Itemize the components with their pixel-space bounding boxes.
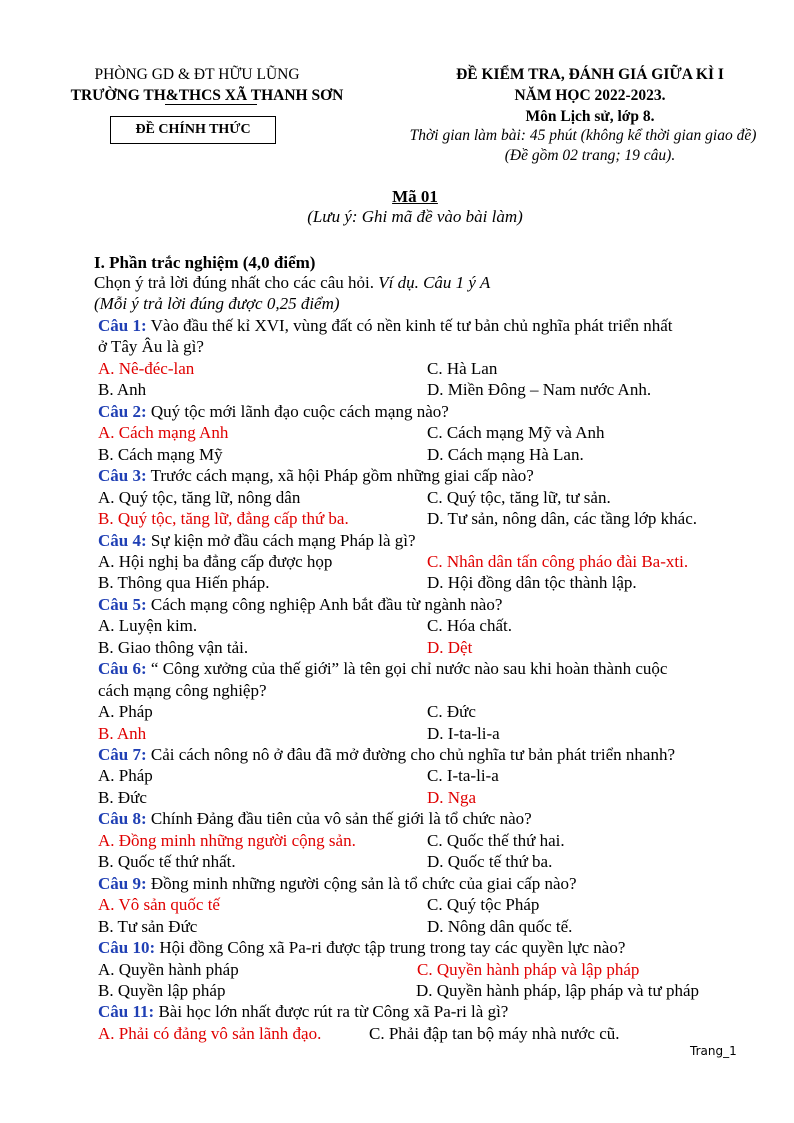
option-d: D. I-ta-li-a xyxy=(427,723,500,743)
subject: Môn Lịch sử, lớp 8. xyxy=(525,108,655,125)
question-text: Cách mạng công nghiệp Anh bắt đầu từ ngành nào? xyxy=(146,594,503,614)
option-b: B. Cách mạng Mỹ xyxy=(98,444,223,464)
option-a: A. Cách mạng Anh xyxy=(98,423,229,443)
question-label: Câu 2: xyxy=(98,401,147,421)
official-label: ĐỀ CHÍNH THỨC xyxy=(110,116,276,144)
option-d: D. Nông dân quốc tế. xyxy=(427,916,573,936)
question-label: Câu 7: xyxy=(98,745,147,764)
option-c: C. Quyền hành pháp và lập pháp xyxy=(417,959,640,979)
question-text: Bài học lớn nhất được rút ra từ Công xã Pa-ri là gì? xyxy=(154,1002,509,1022)
section-instruction xyxy=(94,272,490,294)
option-b: B. Anh xyxy=(98,723,147,743)
question-5 xyxy=(98,594,748,616)
option-a: A. Quyền hành pháp xyxy=(98,959,239,979)
option-a: A. Quý tộc, tăng lữ, nông dân xyxy=(98,487,301,507)
option-a: A. Pháp xyxy=(98,702,153,722)
question-text: “ Công xưởng của thế giới” là tên gọi chỉ nước nào sau khi hoàn thành cuộc xyxy=(146,659,668,679)
option-d: D. Tư sản, nông dân, các tầng lớp khác. xyxy=(427,509,697,529)
option-a: A. Luyện kim. xyxy=(98,616,198,636)
option-a: A. Nê-đéc-lan xyxy=(98,358,195,378)
question-text: Chính Đảng đầu tiên của vô sản thế giới là tổ chức nào? xyxy=(146,809,532,829)
option-d: D. Hội đồng dân tộc thành lập. xyxy=(427,573,637,593)
question-text: Vào đầu thế kỉ XVI, vùng đất có nền kinh tế tư bản chủ nghĩa phát triển nhất xyxy=(146,316,673,335)
question-text: Sự kiện mở đầu cách mạng Pháp là gì? xyxy=(146,530,416,550)
option-c: C. Nhân dân tấn công pháo đài Ba-xti. xyxy=(427,551,689,571)
exam-code: Mã 01 xyxy=(392,187,438,206)
option-b: B. Quyền lập pháp xyxy=(98,980,226,1000)
option-b: B. Đức xyxy=(98,787,147,807)
question-2 xyxy=(98,401,748,423)
question-text-continued: ở Tây Âu là gì? xyxy=(98,337,204,357)
question-10 xyxy=(98,937,748,959)
question-label: Câu 4: xyxy=(98,530,147,550)
question-6 xyxy=(98,658,748,680)
question-label: Câu 10: xyxy=(98,938,156,958)
option-d: D. Quốc tế thứ ba. xyxy=(427,852,553,872)
option-c: C. I-ta-li-a xyxy=(427,766,499,786)
pages-note: (Đề gồm 02 trang; 19 câu). xyxy=(504,147,676,164)
question-label: Câu 3: xyxy=(98,466,147,486)
option-c: C. Cách mạng Mỹ và Anh xyxy=(427,423,605,443)
page-number: Trang_1 xyxy=(690,1044,737,1058)
option-b: B. Tư sản Đức xyxy=(98,916,198,936)
option-c: C. Quý tộc, tăng lữ, tư sản. xyxy=(427,487,611,507)
question-text: Quý tộc mới lãnh đạo cuộc cách mạng nào? xyxy=(146,401,449,421)
option-b: B. Anh xyxy=(98,380,147,400)
option-d: D. Nga xyxy=(427,787,477,807)
option-d: D. Miền Đông – Nam nước Anh. xyxy=(427,380,652,400)
option-d: D. Quyền hành pháp, lập pháp và tư pháp xyxy=(416,980,700,1000)
option-c: C. Hóa chất. xyxy=(427,616,512,636)
option-a: A. Vô sản quốc tế xyxy=(98,895,220,915)
scoring-note: (Mỗi ý trả lời đúng được 0,25 điểm) xyxy=(94,294,340,313)
question-text: Trước cách mạng, xã hội Pháp gồm những giai cấp nào? xyxy=(146,466,534,486)
option-a: A. Pháp xyxy=(98,766,153,786)
question-7 xyxy=(98,744,748,766)
exam-code-note: (Lưu ý: Ghi mã đề vào bài làm) xyxy=(307,207,523,226)
option-a: A. Phải có đảng vô sản lãnh đạo. xyxy=(98,1023,322,1043)
option-b: B. Thông qua Hiến pháp. xyxy=(98,573,270,593)
time-note: Thời gian làm bài: 45 phút (không kể thời gian giao đề) xyxy=(409,127,757,144)
option-b: B. Quý tộc, tăng lữ, đẳng cấp thứ ba. xyxy=(98,509,349,529)
question-text: Hội đồng Công xã Pa-ri được tập trung trong tay các quyền lực nào? xyxy=(155,938,626,958)
option-d: D. Dệt xyxy=(427,637,473,657)
question-1 xyxy=(98,315,748,337)
question-label: Câu 5: xyxy=(98,594,147,614)
question-text: Cải cách nông nô ở đâu đã mở đường cho chủ nghĩa tư bản phát triển nhanh? xyxy=(146,745,676,764)
option-c: C. Hà Lan xyxy=(427,358,498,378)
question-4 xyxy=(98,530,748,552)
option-c: C. Quý tộc Pháp xyxy=(427,895,540,915)
school-underline xyxy=(165,104,257,105)
option-b: B. Quốc tế thứ nhất. xyxy=(98,852,236,872)
department-name: PHÒNG GD & ĐT HỮU LŨNG xyxy=(94,66,300,83)
question-label: Câu 9: xyxy=(98,873,147,893)
option-c: C. Đức xyxy=(427,702,476,722)
question-label: Câu 6: xyxy=(98,659,147,679)
option-c: C. Quốc thế thứ hai. xyxy=(427,830,565,850)
question-label: Câu 1: xyxy=(98,316,147,335)
option-a: A. Hội nghị ba đẳng cấp được họp xyxy=(98,551,333,571)
question-3 xyxy=(98,465,748,487)
option-c: C. Phải đập tan bộ máy nhà nước cũ. xyxy=(369,1023,620,1043)
question-label: Câu 8: xyxy=(98,809,147,829)
question-9 xyxy=(98,873,748,895)
question-text-continued: cách mạng công nghiệp? xyxy=(98,680,267,700)
question-text: Đồng minh những người cộng sản là tổ chức của giai cấp nào? xyxy=(146,873,577,893)
school-year: NĂM HỌC 2022-2023. xyxy=(514,87,666,104)
question-11 xyxy=(98,1001,748,1023)
option-b: B. Giao thông vận tải. xyxy=(98,637,249,657)
question-8 xyxy=(98,808,748,830)
school-name: TRƯỜNG TH&THCS XÃ THANH SƠN xyxy=(70,87,344,104)
option-a: A. Đồng minh những người cộng sản. xyxy=(98,830,356,850)
question-label: Câu 11: xyxy=(98,1002,155,1022)
instruction-text: Chọn ý trả lời đúng nhất cho các câu hỏi. xyxy=(94,273,374,292)
instruction-example: Ví dụ. Câu 1 ý A xyxy=(373,273,491,292)
exam-title: ĐỀ KIỂM TRA, ĐÁNH GIÁ GIỮA KÌ I xyxy=(456,66,724,83)
option-d: D. Cách mạng Hà Lan. xyxy=(427,444,584,464)
section-title: I. Phần trắc nghiệm (4,0 điểm) xyxy=(94,253,316,272)
